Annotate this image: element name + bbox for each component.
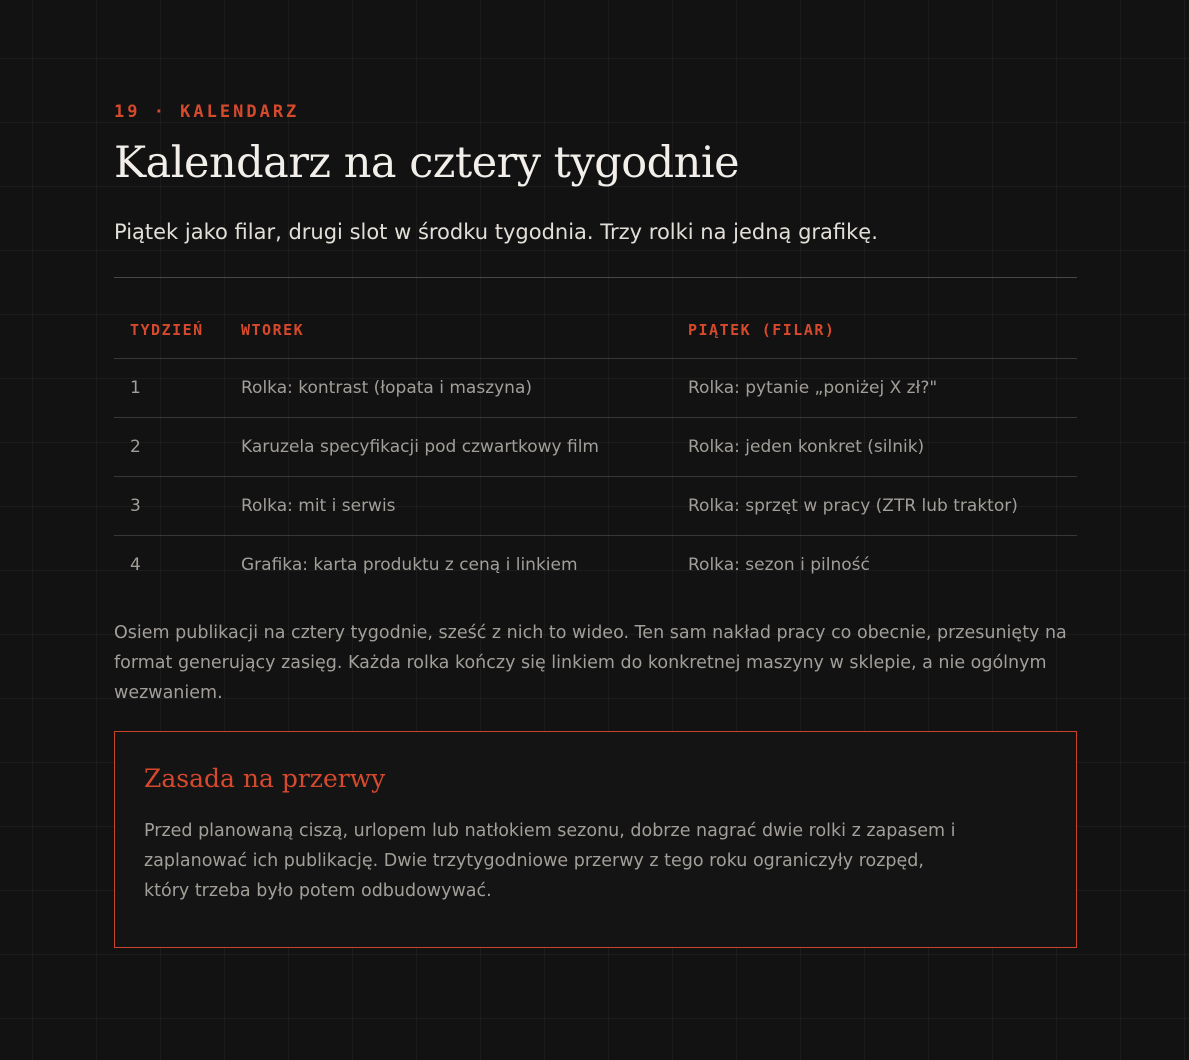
table-row	[114, 418, 1077, 477]
table-row	[114, 536, 1077, 579]
callout-box	[114, 731, 1077, 948]
page-subtitle: Piątek jako filar, drugi slot w środku tygodnia. Trzy rolki na jedną grafikę.	[114, 220, 878, 244]
table-header-row	[114, 302, 1077, 359]
calendar-table	[114, 302, 1077, 578]
callout-text: Przed planowaną ciszą, urlopem lub natłokiem sezonu, dobrze nagrać dwie rolki z zapasem i zaplanować ich publikację. Dwie trzytygodniowe przerwy z tego roku ograniczyły rozpęd, który trzeba było potem odbudowywać.	[144, 821, 956, 901]
cell-week: 1	[114, 359, 225, 418]
calendar-table-container	[114, 302, 1077, 578]
section-eyebrow: 19 · KALENDARZ	[114, 102, 300, 122]
cell-tuesday: Rolka: mit i serwis	[225, 477, 672, 536]
callout-title: Zasada na przerwy	[144, 764, 386, 793]
divider	[114, 277, 1077, 278]
column-header-tuesday: WTOREK	[225, 302, 672, 359]
cell-tuesday: Karuzela specyfikacji pod czwartkowy film	[225, 418, 672, 477]
summary-paragraph: Osiem publikacji na cztery tygodnie, sześć z nich to wideo. Ten sam nakład pracy co obecnie, przesunięty na format generujący zasięg. Każda rolka kończy się linkiem do konkretnej maszyny w sklepie, a nie ogólnym wezwaniem.	[114, 623, 1067, 703]
cell-week: 3	[114, 477, 225, 536]
table-row	[114, 477, 1077, 536]
cell-week: 4	[114, 536, 225, 579]
table-row	[114, 359, 1077, 418]
cell-tuesday: Rolka: kontrast (łopata i maszyna)	[225, 359, 672, 418]
column-header-week: TYDZIEŃ	[114, 302, 225, 359]
column-header-friday: PIĄTEK (FILAR)	[672, 302, 1077, 359]
cell-tuesday: Grafika: karta produktu z ceną i linkiem	[225, 536, 672, 579]
cell-friday: Rolka: sezon i pilność	[672, 536, 1077, 579]
cell-friday: Rolka: sprzęt w pracy (ZTR lub traktor)	[672, 477, 1077, 536]
cell-friday: Rolka: pytanie „poniżej X zł?"	[672, 359, 1077, 418]
cell-friday: Rolka: jeden konkret (silnik)	[672, 418, 1077, 477]
cell-week: 2	[114, 418, 225, 477]
page-title: Kalendarz na cztery tygodnie	[114, 138, 740, 188]
